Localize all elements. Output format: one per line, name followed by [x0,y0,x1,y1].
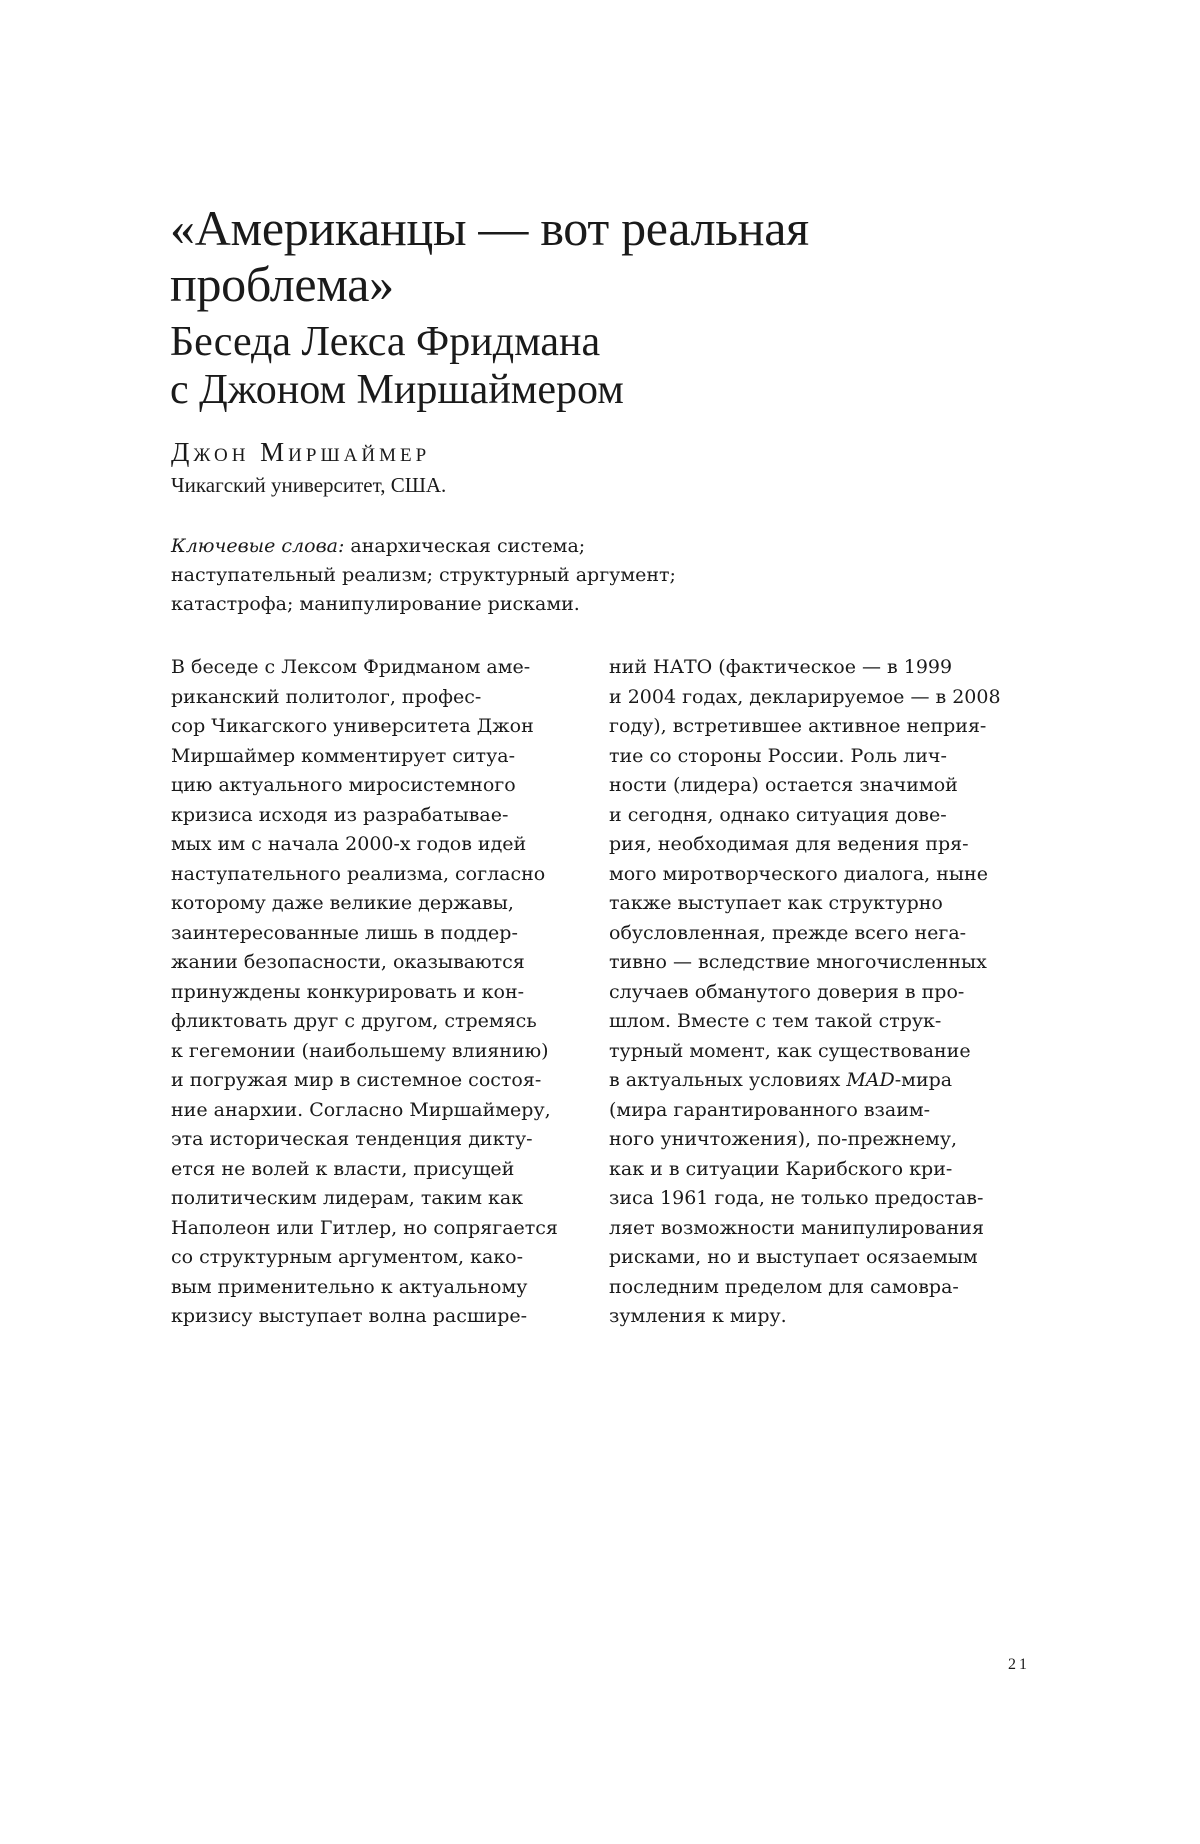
abstract-line: зумления к миру. [609,1305,787,1327]
abstract-line: заинтересованные лишь в поддер- [171,921,518,944]
abstract-line: политическим лидерам, таким как [171,1187,524,1209]
mad-italic: MAD [846,1069,895,1091]
abstract-line: и 2004 годах, декларируемое — в 2008 [609,685,1001,708]
page-number: 21 [1008,1656,1030,1673]
abstract-line: со структурным аргументом, како- [171,1246,524,1268]
abstract-line: как и в ситуации Карибского кри- [609,1157,953,1180]
abstract-line: эта историческая тенденция дикту- [171,1128,533,1150]
article-subtitle [170,318,1070,414]
abstract-line: кризису выступает волна расшире- [171,1305,528,1327]
abstract-line: которому даже великие державы, [171,892,514,914]
abstract-line: фликтовать друг с другом, стремясь [171,1010,537,1032]
author-affiliation: Чикагский университет, США. [171,473,447,497]
article-subtitle-line-2: с Джоном Миршаймером [170,367,624,413]
abstract-line: жании безопасности, оказываются [171,951,525,973]
abstract-line: турный момент, как существование [609,1039,971,1062]
mad-suffix: -мира [894,1069,953,1091]
abstract-line: вым применительно к актуальному [171,1275,528,1298]
keywords-text-1: анархическая система; [350,535,586,557]
abstract-line: к гегемонии (наибольшему влиянию) [171,1039,549,1062]
abstract-line: Миршаймер комментирует ситуа- [171,744,515,767]
abstract-line: последним пределом для самовра- [609,1275,959,1298]
abstract-line: тивно — вследствие многочисленных [609,951,987,973]
abstract-line: мого миротворческого диалога, ныне [609,862,988,885]
abstract-line: (мира гарантированного взаим- [609,1098,931,1121]
abstract-line: ние анархии. Согласно Миршаймеру, [171,1098,551,1121]
abstract-line: и погружая мир в системное состоя- [171,1069,542,1091]
keywords-block [171,532,871,619]
abstract-line: шлом. Вместе с тем такой струк- [609,1010,942,1032]
abstract-line: ляет возможности манипулирования [609,1216,984,1239]
abstract-line: кризиса исходя из разрабатывае- [171,803,509,826]
abstract-column-right [609,653,1029,1332]
abstract-line: зиса 1961 года, не только предостав- [609,1187,984,1209]
keywords-line-3: катастрофа; манипулирование рисками. [171,593,580,615]
abstract-line: и сегодня, однако ситуация дове- [609,803,947,826]
abstract-line: ности (лидера) остается значимой [609,774,958,796]
article-title-line-1: «Американцы — вот реальная [170,200,809,256]
abstract-column-left [171,653,591,1332]
abstract-line: ется не волей к власти, присущей [171,1157,515,1180]
abstract-line: наступательного реализма, согласно [171,862,546,885]
abstract-line: Наполеон или Гитлер, но сопрягается [171,1216,558,1239]
keywords-line-1 [171,532,871,561]
abstract-line: принуждены конкурировать и кон- [171,980,525,1003]
abstract-line: обусловленная, прежде всего нега- [609,921,967,944]
abstract-line: цию актуального миросистемного [171,774,516,796]
article-subtitle-line-1: Беседа Лекса Фридмана [170,319,601,365]
abstract-line: сор Чикагского университета Джон [171,715,534,737]
abstract-line: рия, необходимая для ведения пря- [609,833,969,855]
abstract-line: году), встретившее активное неприя- [609,715,987,737]
article-title [170,200,1070,312]
abstract-line: В беседе с Лексом Фридманом аме- [171,656,531,678]
abstract-line: ного уничтожения), по-прежнему, [609,1128,958,1150]
abstract-line-mad [609,1066,1029,1096]
abstract-line: также выступает как структурно [609,892,943,914]
article-title-line-2: проблема» [170,256,394,312]
abstract-line: случаев обманутого доверия в про- [609,980,965,1003]
author-name: Джон Миршаймер [171,437,431,467]
abstract-line: рисками, но и выступает осязаемым [609,1246,978,1268]
abstract-line: риканский политолог, профес- [171,685,482,708]
abstract-line: ний НАТО (фактическое — в 1999 [609,656,953,678]
abstract-line-mad-prefix: в актуальных условиях [609,1069,847,1091]
abstract-line: мых им с начала 2000-х годов идей [171,833,527,855]
keywords-line-2: наступательный реализм; структурный аргумент; [171,564,676,586]
keywords-label: Ключевые слова: [171,535,345,557]
abstract-line: тие со стороны России. Роль лич- [609,744,947,767]
